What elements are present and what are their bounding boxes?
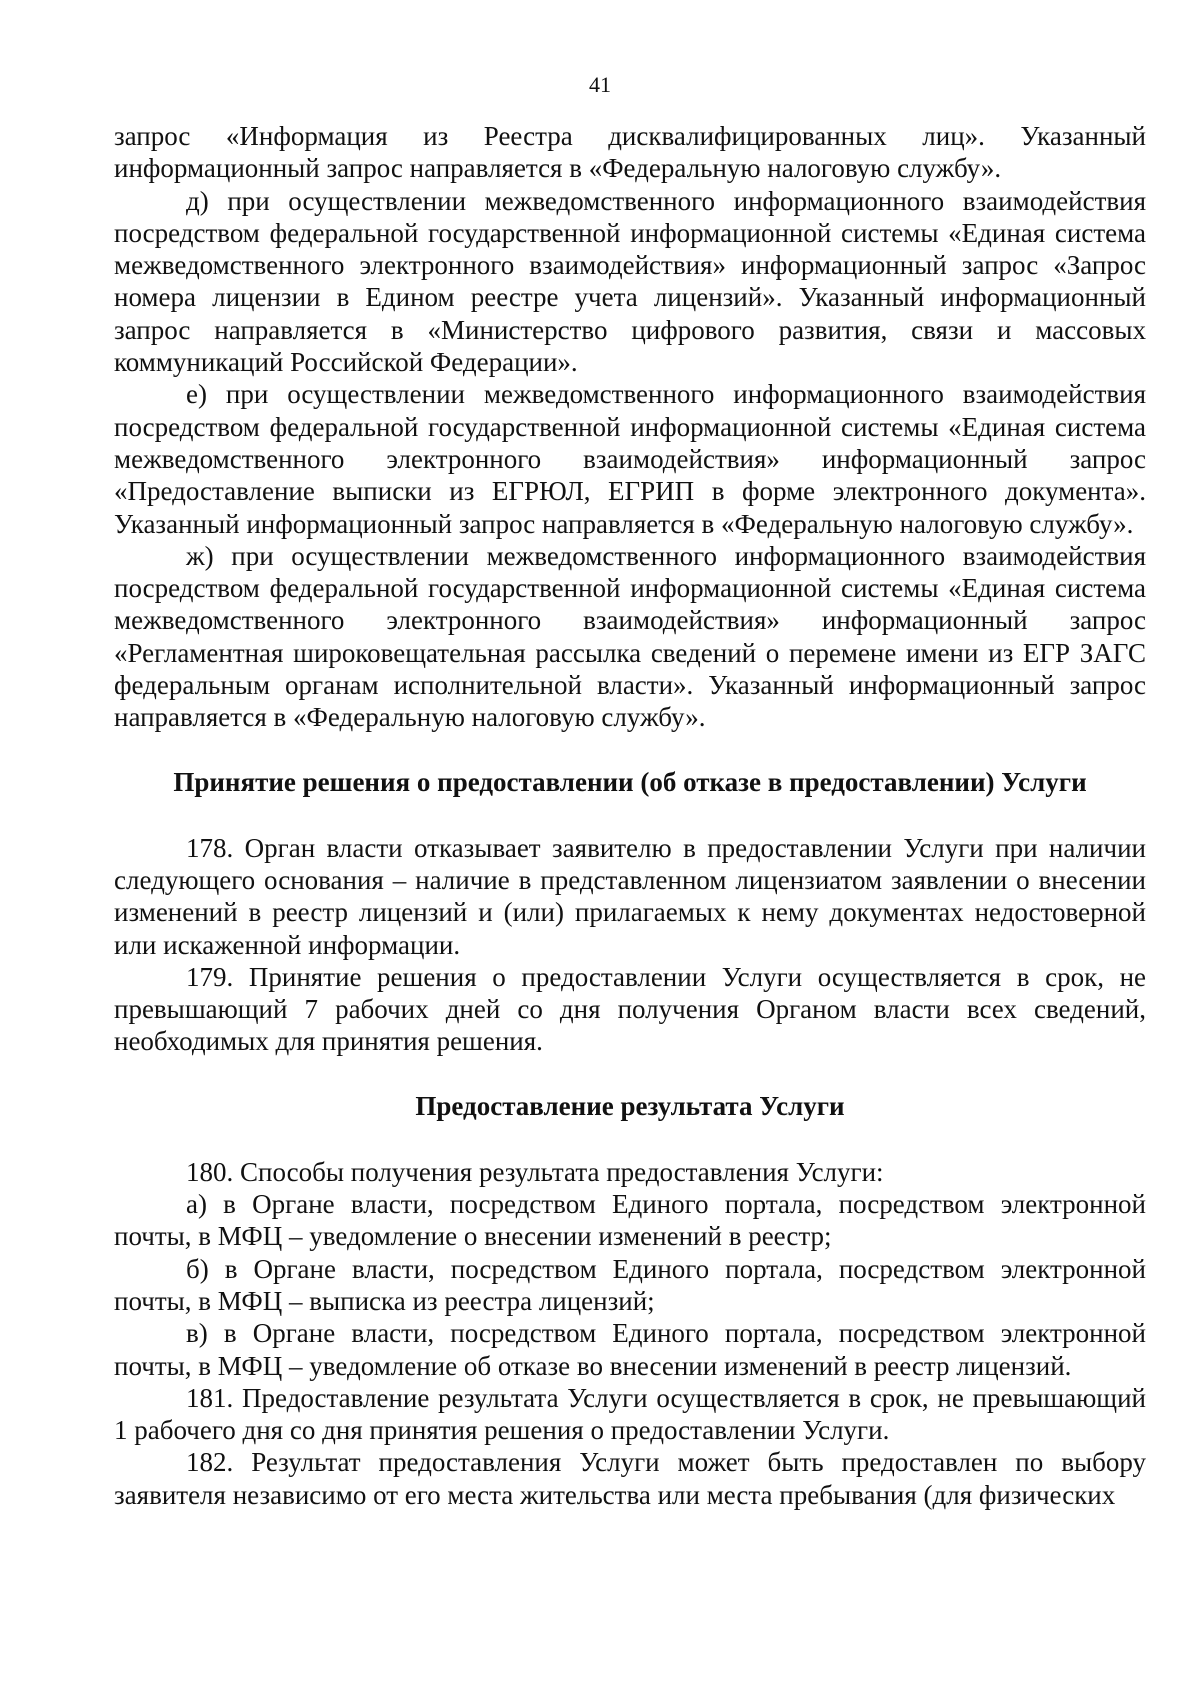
paragraph-180: 180. Способы получения результата предоставления Услуги: <box>186 1156 884 1187</box>
paragraph-182: 182. Результат предоставления Услуги может быть предоставлен по выбору заявителя независимо от его места жительства или места пребывания (для физических <box>114 1447 1146 1510</box>
page-number: 41 <box>589 72 611 97</box>
document-body <box>114 120 1146 1511</box>
paragraph-180-a: а) в Органе власти, посредством Единого портала, посредством электронной почты, в МФЦ – уведомление о внесении изменений в реестр; <box>114 1189 1146 1252</box>
section-heading-decision: Принятие решения о предоставлении (об отказе в предоставлении) Услуги <box>173 766 1087 797</box>
spacer <box>114 1058 1146 1090</box>
spacer <box>114 798 1146 832</box>
paragraph-item-d: д) при осуществлении межведомственного информационного взаимодействия посредством федеральной государственной информационной системы «Единая система межведомственного электронного взаимодействия» информационный запрос «Запрос номера лицензии в Едином реестре учета лицензий». Указанный информационный запрос направляется в «Министерство цифрового развития, связи и массовых коммуникаций Российской Федерации». <box>114 185 1146 378</box>
paragraph-178: 178. Орган власти отказывает заявителю в предоставлении Услуги при наличии следующего основания – наличие в представленном лицензиатом заявлении о внесении изменений в реестр лицензий и (или) прилагаемых к нему документах недостоверной или искаженной информации. <box>114 832 1146 960</box>
paragraph-181: 181. Предоставление результата Услуги осуществляется в срок, не превышающий 1 рабочего дня со дня принятия решения о предоставлении Услуги. <box>114 1382 1146 1446</box>
paragraph-continuation: запрос «Информация из Реестра дисквалифицированных лиц». Указанный информационный запрос направляется в «Федеральную налоговую службу». <box>114 121 1146 184</box>
paragraph-180-v: в) в Органе власти, посредством Единого портала, посредством электронной почты, в МФЦ – уведомление об отказе во внесении изменений в реестр лицензий. <box>114 1318 1146 1381</box>
paragraph-item-zh: ж) при осуществлении межведомственного информационного взаимодействия посредством федеральной государственной информационной системы «Единая система межведомственного электронного взаимодействия» информационный запрос «Регламентная широковещательная рассылка сведений о перемене имени из ЕГР ЗАГС федеральным органам исполнительной власти». Указанный информационный запрос направляется в «Федеральную налоговую службу». <box>114 540 1146 733</box>
spacer <box>114 734 1146 766</box>
paragraph-179: 179. Принятие решения о предоставлении Услуги осуществляется в срок, не превышающий 7 рабочих дней со дня получения Органом власти всех сведений, необходимых для принятия решения. <box>114 961 1146 1057</box>
spacer <box>114 1122 1146 1156</box>
paragraph-item-e: е) при осуществлении межведомственного информационного взаимодействия посредством федеральной государственной информационной системы «Единая система межведомственного электронного взаимодействия» информационный запрос «Предоставление выписки из ЕГРЮЛ, ЕГРИП в форме электронного документа». Указанный информационный запрос направляется в «Федеральную налоговую службу». <box>114 379 1146 539</box>
section-heading-result: Предоставление результата Услуги <box>415 1090 845 1121</box>
paragraph-180-b: б) в Органе власти, посредством Единого портала, посредством электронной почты, в МФЦ – выписка из реестра лицензий; <box>114 1253 1146 1316</box>
